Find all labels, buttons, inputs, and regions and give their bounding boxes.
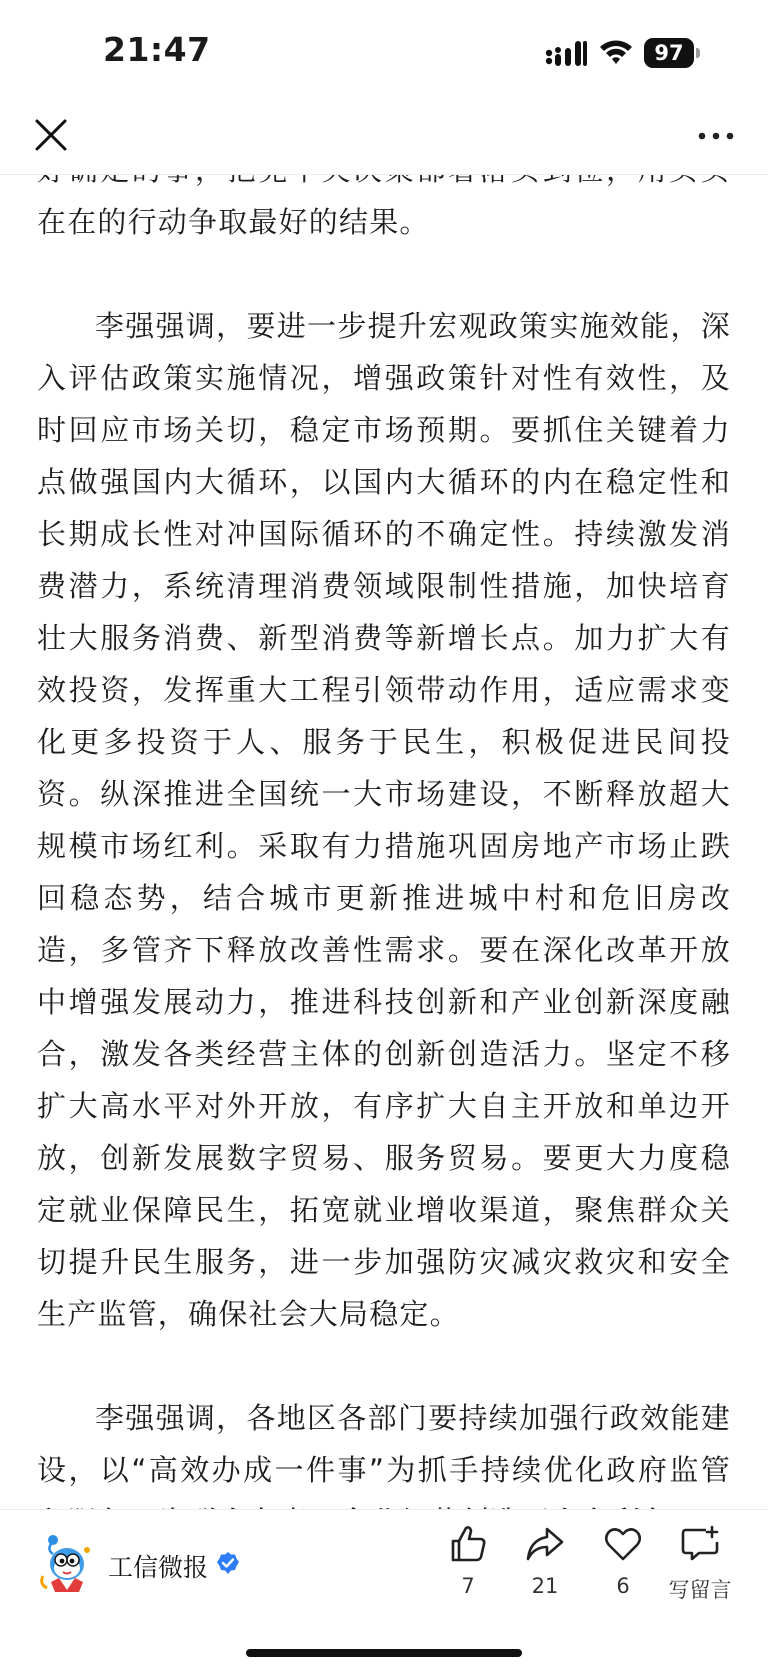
account-name[interactable]: 工信微报 [108, 1553, 209, 1582]
write-comment-button[interactable] [660, 1524, 740, 1614]
article-paragraph: 李强强调，各地区各部门要持续加强行政效能建设，以“高效办成一件事”为抓手持续优化政府监管 [37, 1401, 731, 1487]
favorite-count: 6 [616, 1574, 630, 1598]
battery-tip [696, 48, 700, 58]
share-icon [525, 1524, 565, 1564]
home-indicator[interactable] [246, 1649, 522, 1657]
write-comment-label: 写留言 [668, 1578, 732, 1602]
more-options-icon[interactable] [696, 126, 736, 146]
article-viewport[interactable] [0, 174, 768, 1509]
battery-level: 97 [644, 38, 694, 68]
battery-indicator [644, 38, 700, 68]
thumbs-up-icon [448, 1524, 488, 1564]
article-paragraph: 在在的行动争取最好的结果。 [37, 205, 430, 239]
share-count: 21 [531, 1574, 559, 1598]
bottom-action-bar [0, 1509, 768, 1666]
close-icon[interactable] [34, 118, 68, 152]
comment-add-icon [680, 1524, 720, 1564]
verified-badge-icon [216, 1551, 240, 1575]
article-body [37, 144, 731, 1548]
like-count: 7 [461, 1574, 475, 1598]
status-bar [0, 0, 768, 100]
wifi-icon [598, 37, 634, 67]
account-avatar[interactable] [37, 1532, 95, 1594]
share-button[interactable] [505, 1524, 585, 1614]
favorite-button[interactable] [583, 1524, 663, 1614]
article-paragraph: 李强强调，要进一步提升宏观政策实施效能，深入评估政策实施情况，增强政策针对性有效性，及时回应市场关切，稳定市场预期。要抓住关键着力点做强国内大循环，以国内大循环的内在稳定性和长期成长性对冲国际循环的不确定性。持续激发消费潜力，系统清理消费领域限制性措施，加快培育壮大服务消费、新型消费等新增长点。加力扩大有效投资，发挥重大工程引领带动作用，适应需求变化更多投资于人、服务于民生，积极促进民间投资。纵深推进全国统一大市场建设，不断释放超大规模市场红利。采取有力措施巩固房地产市场止跌回稳态势，结合城市更新推进城中村和危旧房改造，多管齐下释放改善性需求。要在深化改革开放中增强发展动力，推进科技创新和产业创新深度融合，激发各类经营主体的创新创造活力。坚定不移扩大高水平对外开放，有序扩大自主开放和单边开放，创新发展数字贸易、服务贸易。要更大力度稳定就业保障民生，拓宽就业增收渠道，聚焦群众关切提升民生服务，进一步加强防灾减灾救灾和安全生产监管，确保社会大局稳定。 [37, 309, 731, 1331]
status-time: 21:47 [103, 30, 211, 69]
nav-bar [0, 100, 768, 175]
cellular-signal-icon [545, 40, 587, 66]
heart-icon [603, 1524, 643, 1564]
like-button[interactable] [428, 1524, 508, 1614]
